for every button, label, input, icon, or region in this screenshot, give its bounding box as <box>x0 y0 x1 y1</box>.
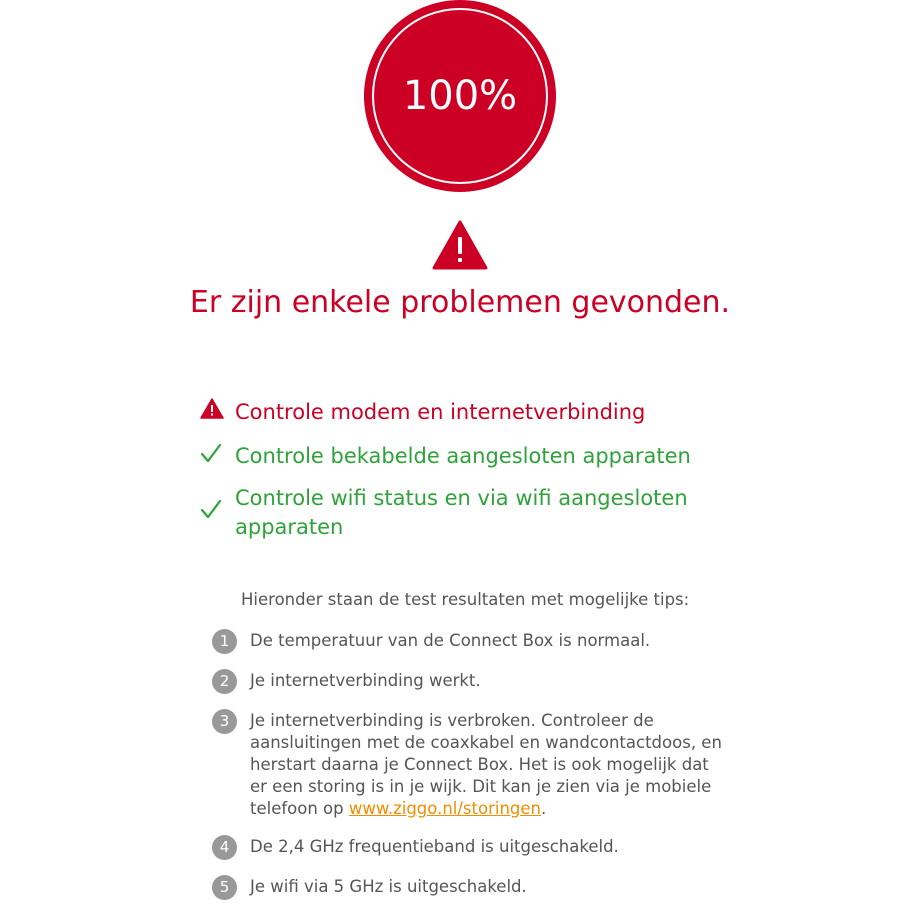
check-item-modem <box>200 398 740 427</box>
check-label: Controle bekabelde aangesloten apparaten <box>235 444 691 468</box>
results-intro: Hieronder staan de test resultaten met mogelijke tips: <box>241 590 690 609</box>
result-text: Je internetverbinding is verbroken. Controleer de aansluitingen met de coaxkabel en wandcontactdoos, en herstart daarna je Connect Box. Het is ook mogelijk dat er een storing is in je wijk. Dit kan je zien via je mobiele telefoon op <box>250 711 722 818</box>
check-item-wired <box>200 442 740 471</box>
result-number-badge: 2 <box>212 669 237 694</box>
result-text: Je internetverbinding werkt. <box>250 671 481 690</box>
check-list <box>200 398 740 555</box>
result-number-badge: 1 <box>212 629 237 654</box>
result-item <box>212 670 732 694</box>
result-text-end: . <box>541 799 547 818</box>
result-number-badge: 5 <box>212 875 237 900</box>
warning-icon <box>200 398 235 419</box>
result-text: De temperatuur van de Connect Box is normaal. <box>250 631 651 650</box>
result-item <box>212 630 732 654</box>
progress-value: 100% <box>402 73 518 119</box>
result-number-badge: 4 <box>212 835 237 860</box>
check-label: Controle modem en internetverbinding <box>235 400 646 424</box>
status-headline: Er zijn enkele problemen gevonden. <box>189 285 731 320</box>
result-text: De 2,4 GHz frequentieband is uitgeschakeld. <box>250 837 619 856</box>
result-text-with-link <box>250 710 725 820</box>
result-text: Je wifi via 5 GHz is uitgeschakeld. <box>250 877 527 896</box>
progress-circle <box>364 0 556 192</box>
warning-triangle-icon <box>432 220 488 270</box>
check-item-wifi <box>200 484 740 542</box>
progress-circle-inner <box>372 8 548 184</box>
result-item <box>212 876 732 900</box>
results-list <box>212 630 732 916</box>
check-label: Controle wifi status en via wifi aangesloten apparaten <box>235 486 688 539</box>
checkmark-icon <box>200 442 235 464</box>
storingen-link[interactable]: www.ziggo.nl/storingen <box>348 799 542 818</box>
result-number-badge: 3 <box>212 709 237 734</box>
result-item <box>212 710 732 820</box>
result-item <box>212 836 732 860</box>
checkmark-icon <box>200 484 235 520</box>
